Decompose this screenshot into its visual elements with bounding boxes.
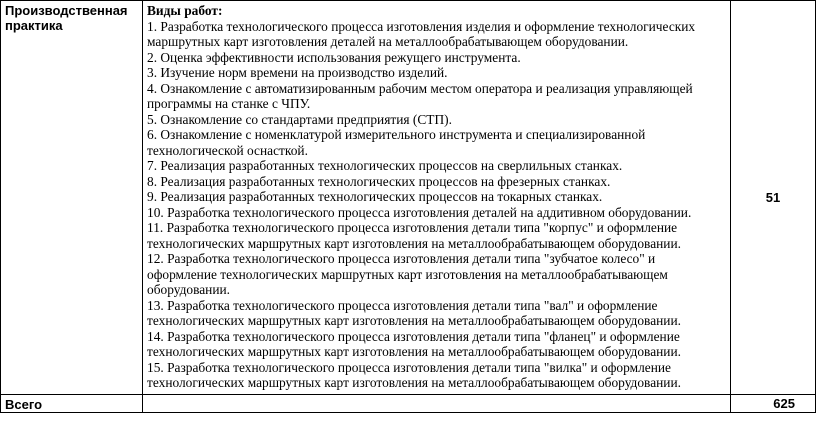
work-item: 9. Реализация разработанных технологических процессов на токарных станках. <box>147 189 603 204</box>
work-item: 10. Разработка технологического процесса изготовления деталей на аддитивном оборудовании. <box>147 204 692 220</box>
work-item: 4. Ознакомление с автоматизированным рабочим местом оператора и реализация управляющей программы на станке с ЧПУ. <box>147 80 693 111</box>
practice-hours: 51 <box>731 1 816 395</box>
work-item: 3. Изучение норм времени на производство изделий. <box>147 65 448 80</box>
total-empty-cell <box>143 394 731 412</box>
practice-row <box>1 1 816 395</box>
work-item: 11. Разработка технологического процесса изготовления детали типа "корпус" и оформление технологических маршрутных карт изготовления на металлообрабатывающем оборудовании. <box>147 220 681 251</box>
work-item: 1. Разработка технологического процесса изготовления изделия и оформление технологических маршрутных карт изготовления деталей на металлообрабатывающем оборудовании. <box>147 18 696 49</box>
work-item: 15. Разработка технологического процесса изготовления детали типа "вилка" и оформление технологических маршрутных карт изготовления на металлообрабатывающем оборудовании. <box>147 359 681 390</box>
works-cell <box>143 1 731 395</box>
total-hours: 625 <box>731 394 816 412</box>
practice-label: Производственная практика <box>1 1 143 395</box>
work-item: 12. Разработка технологического процесса изготовления детали типа "зубчатое колесо" и оформление технологических маршрутных карт изготовления на металлообрабатывающем оборудовании. <box>147 251 668 297</box>
work-item: 8. Реализация разработанных технологических процессов на фрезерных станках. <box>147 173 611 189</box>
work-item: 14. Разработка технологического процесса изготовления детали типа "фланец" и оформление технологических маршрутных карт изготовления на металлообрабатывающем оборудовании. <box>147 328 681 359</box>
work-item: 7. Реализация разработанных технологических процессов на сверлильных станках. <box>147 158 623 173</box>
works-list <box>147 19 726 391</box>
total-label: Всего <box>1 394 143 412</box>
work-item: 13. Разработка технологического процесса изготовления детали типа "вал" и оформление технологических маршрутных карт изготовления на металлообрабатывающем оборудовании. <box>147 297 681 328</box>
work-item: 2. Оценка эффективности использования режущего инструмента. <box>147 49 521 65</box>
works-title: Виды работ: <box>147 3 223 18</box>
total-row <box>1 394 816 412</box>
work-item: 6. Ознакомление с номенклатурой измерительного инструмента и специализированной технологической оснасткой. <box>147 127 646 158</box>
work-item: 5. Ознакомление со стандартами предприятия (СТП). <box>147 111 452 127</box>
